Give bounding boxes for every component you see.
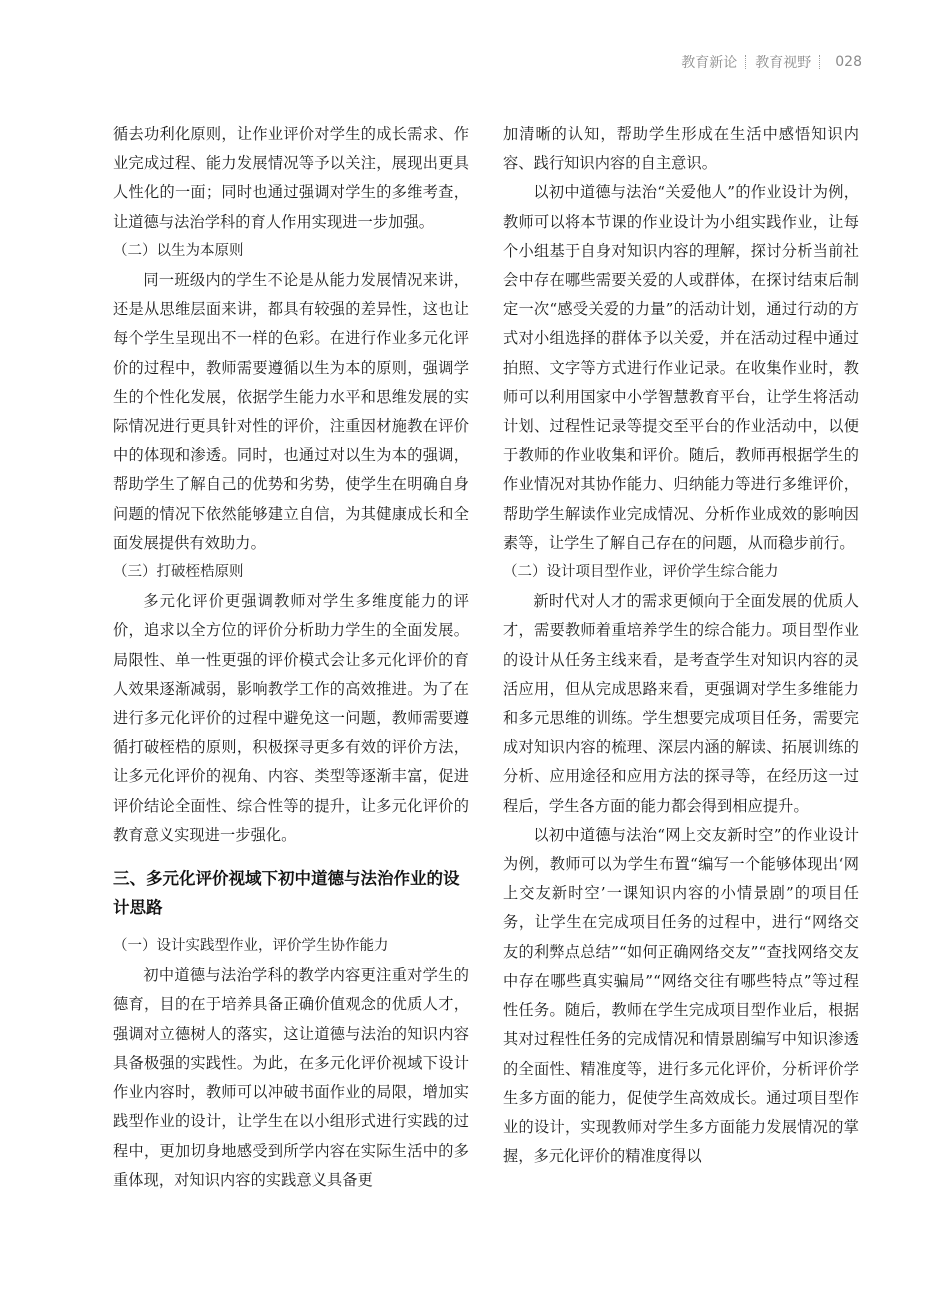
paragraph-practice-continued: 加清晰的认知，帮助学生形成在生活中感悟知识内容、践行知识内容的自主意识。 [503,125,859,173]
subheading-project-homework: （二）设计项目型作业，评价学生综合能力 [503,564,779,581]
journal-name: 教育新论 [681,55,738,71]
subheading-student-centered: （二）以生为本原则 [113,242,244,259]
paragraph-practice-homework: 初中道德与法治学科的教学内容更注重对学生的德育，目的在于培养具备正确价值观念的优质人才，强调对立德树人的落实，这让道德与法治的知识内容具备极强的实践性。为此，在多元化评价视域下设计作业内容时，教师可以冲破书面作业的局限，增加实践型作业的设计，让学生在以小组形式进行实践的过程中，更加切身地感受到所学内容在实际生活中的多重体现，对知识内容的实践意义具备更 [113,966,469,1189]
running-header [681,52,862,72]
right-column [503,120,859,1171]
subheading-practice-homework: （一）设计实践型作业，评价学生协作能力 [113,938,389,955]
page-number: 028 [835,54,862,70]
paragraph-break-shackles: 多元化评价更强调教师对学生多维度能力的评价，追求以全方位的评价分析助力学生的全面发展。局限性、单一性更强的评价模式会让多元化评价的育人效果逐渐减弱，影响教学工作的高效推进。为了在进行多元化评价的过程中避免这一问题，教师需要遵循打破桎梏的原则，积极探寻更多有效的评价方法，让多元化评价的视角、内容、类型等逐渐丰富，促进评价结论全面性、综合性等的提升，让多元化评价的教育意义实现进一步强化。 [113,592,469,844]
paragraph-care-others-example: 以初中道德与法治“关爱他人”的作业设计为例，教师可以将本节课的作业设计为小组实践作业，让每个小组基于自身对知识内容的理解，探讨分析当前社会中存在哪些需要关爱的人或群体，在探讨结束后制定一次“感受关爱的力量”的活动计划，通过行动的方式对小组选择的群体予以关爱，并在活动过程中通过拍照、文字等方式进行作业记录。在收集作业时，教师可以利用国家中小学智慧教育平台，让学生将活动计划、过程性记录等提交至平台的作业活动中，以便于教师的作业收集和评价。随后，教师再根据学生的作业情况对其协作能力、归纳能力等进行多维评价，帮助学生解读作业完成情况、分析作业成效的影响因素等，让学生了解自己存在的问题，从而稳步前行。 [503,183,859,552]
paragraph-project-homework: 新时代对人才的需求更倾向于全面发展的优质人才，需要教师着重培养学生的综合能力。项目型作业的设计从任务主线来看，是考查学生对知识内容的灵活应用，但从完成思路来看，更强调对学生多维能力和多元思维的训练。学生想要完成项目任务，需要完成对知识内容的梳理、深层内涵的解读、拓展训练的分析、应用途径和应用方法的探寻等，在经历这一过程后，学生各方面的能力都会得到相应提升。 [503,592,859,815]
paragraph-intro-continued: 循去功利化原则，让作业评价对学生的成长需求、作业完成过程、能力发展情况等予以关注，展现出更具人性化的一面；同时也通过强调对学生的多维考查，让道德与法治学科的育人作用实现进一步加强。 [113,125,469,231]
header-divider [819,55,821,69]
header-divider [745,55,747,69]
left-column [113,120,469,1195]
section-heading-design-ideas: 三、多元化评价视域下初中道德与法治作业的设计思路 [113,869,460,918]
column-name: 教育视野 [755,55,812,71]
paragraph-online-friends-example: 以初中道德与法治“网上交友新时空”的作业设计为例，教师可以为学生布置“编写一个能够体现出‘网上交友新时空’一课知识内容的小情景剧”的项目任务，让学生在完成项目任务的过程中，进行“网络交友的利弊点总结”“如何正确网络交友”“查找网络交友中存在哪些真实骗局”“网络交往有哪些特点”等过程性任务。随后，教师在学生完成项目型作业后，根据其对过程性任务的完成情况和情景剧编写中知识渗透的全面性、精准度等，进行多元化评价，分析评价学生多方面的能力，促使学生高效成长。通过项目型作业的设计，实现教师对学生多方面能力发展情况的掌握，多元化评价的精准度得以 [503,825,859,1166]
subheading-break-shackles: （三）打破桎梏原则 [113,564,244,581]
paragraph-student-centered: 同一班级内的学生不论是从能力发展情况来讲，还是从思维层面来讲，都具有较强的差异性，这也让每个学生呈现出不一样的色彩。在进行作业多元化评价的过程中，教师需要遵循以生为本的原则，强调学生的个性化发展，依据学生能力水平和思维发展的实际情况进行更具针对性的评价，注重因材施教在评价中的体现和渗透。同时，也通过对以生为本的强调，帮助学生了解自己的优势和劣势，使学生在明确自身问题的情况下依然能够建立自信，为其健康成长和全面发展提供有效助力。 [113,271,469,552]
